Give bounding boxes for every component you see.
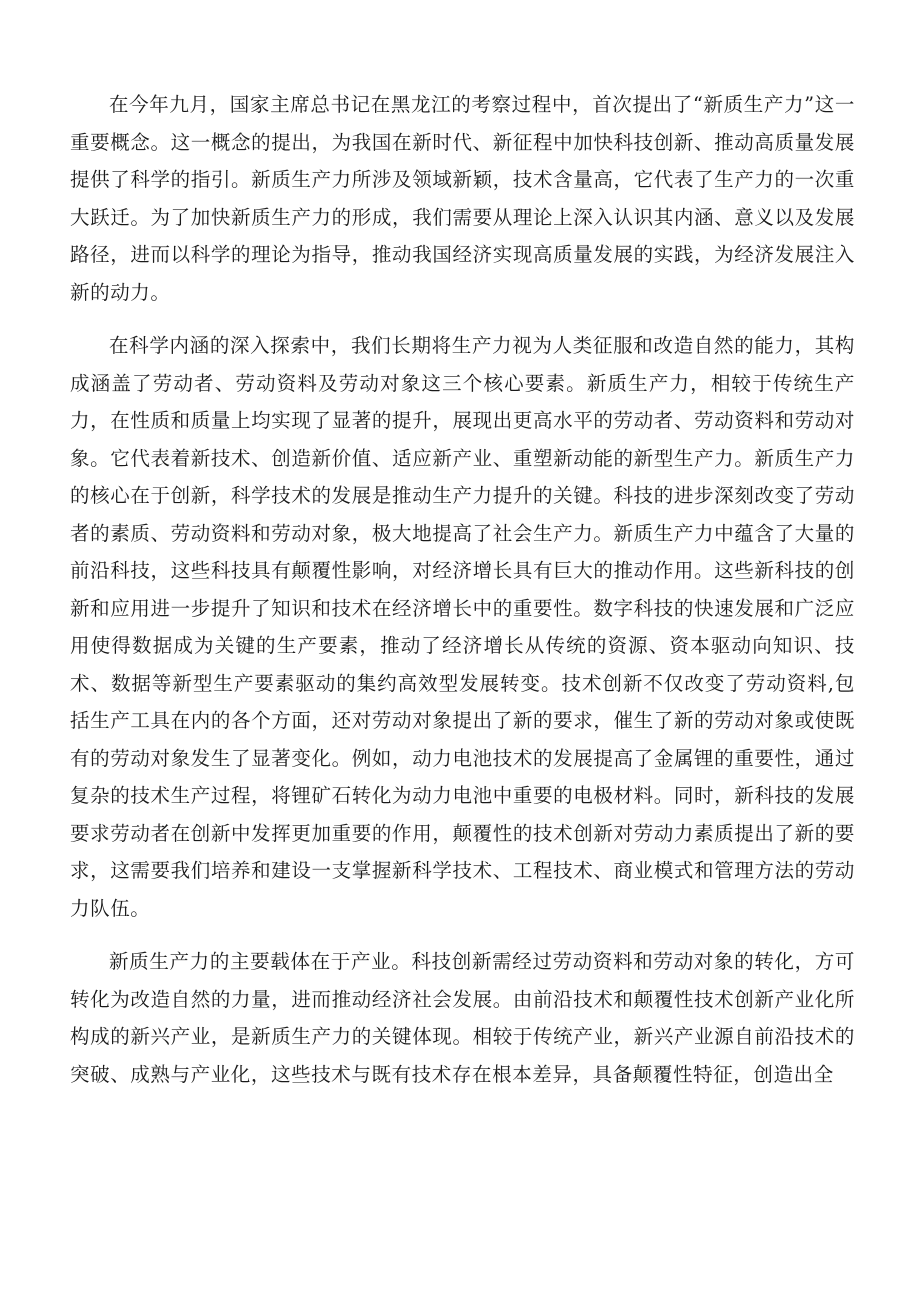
- paragraph: 在今年九月，国家主席总书记在黑龙江的考察过程中，首次提出了“新质生产力”这一重要概念。这一概念的提出，为我国在新时代、新征程中加快科技创新、推动高质量发展提供了科学的指引。新质生产力所涉及领域新颖，技术含量高，它代表了生产力的一次重大跃迁。为了加快新质生产力的形成，我们需要从理论上深入认识其内涵、意义以及发展路径，进而以科学的理论为指导，推动我国经济实现高质量发展的实践，为经济发展注入新的动力。: [70, 93, 855, 304]
- document-page: [70, 86, 855, 1093]
- paragraph: 在科学内涵的深入探索中，我们长期将生产力视为人类征服和改造自然的能力，其构成涵盖了劳动者、劳动资料及劳动对象这三个核心要素。新质生产力，相较于传统生产力，在性质和质量上均实现了显著的提升，展现出更高水平的劳动者、劳动资料和劳动对象。它代表着新技术、创造新价值、适应新产业、重塑新动能的新型生产力。新质生产力的核心在于创新，科学技术的发展是推动生产力提升的关键。科技的进步深刻改变了劳动者的素质、劳动资料和劳动对象，极大地提高了社会生产力。新质生产力中蕴含了大量的前沿科技，这些科技具有颠覆性影响，对经济增长具有巨大的推动作用。这些新科技的创新和应用进一步提升了知识和技术在经济增长中的重要性。数字科技的快速发展和广泛应用使得数据成为关键的生产要素，推动了经济增长从传统的资源、资本驱动向知识、技术、数据等新型生产要素驱动的集约高效型发展转变。技术创新不仅改变了劳动资料,包括生产工具在内的各个方面，还对劳动对象提出了新的要求，催生了新的劳动对象或使既有的劳动对象发生了显著变化。例如，动力电池技术的发展提高了金属锂的重要性，通过复杂的技术生产过程，将锂矿石转化为动力电池中重要的电极材料。同时，新科技的发展要求劳动者在创新中发挥更加重要的作用，颠覆性的技术创新对劳动力素质提出了新的要求，这需要我们培养和建设一支掌握新科学技术、工程技术、商业模式和管理方法的劳动力队伍。: [70, 334, 855, 920]
- paragraph: 新质生产力的主要载体在于产业。科技创新需经过劳动资料和劳动对象的转化，方可转化为改造自然的力量，进而推动经济社会发展。由前沿技术和颠覆性技术创新产业化所构成的新兴产业，是新质生产力的关键体现。相较于传统产业，新兴产业源自前沿技术的突破、成熟与产业化，这些技术与既有技术存在根本差异，具备颠覆性特征，创造出全: [70, 950, 855, 1086]
